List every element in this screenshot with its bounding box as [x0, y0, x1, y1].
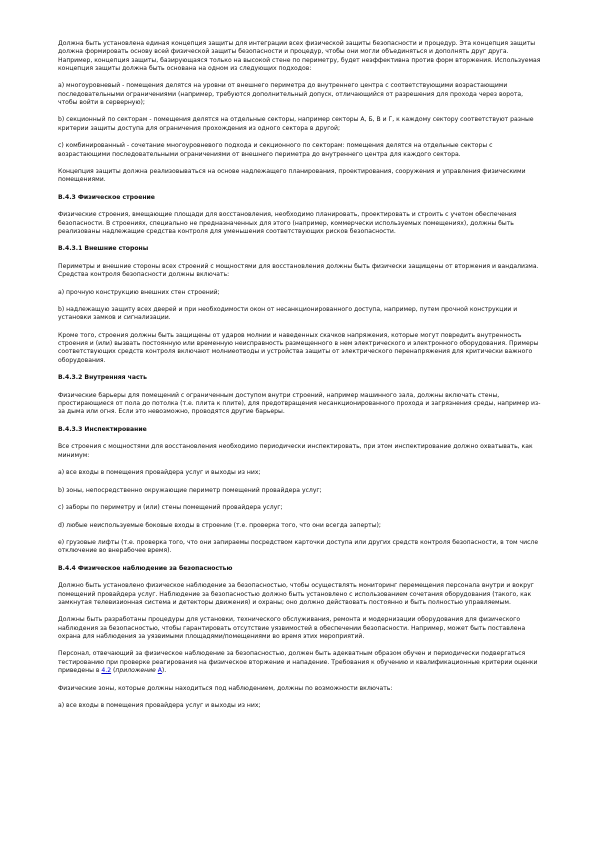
section-heading: В.4.4 Физическое наблюдение за безопасностью [58, 564, 233, 572]
section-heading: В.4.3.3 Инспектирование [58, 425, 147, 433]
list-item: d) любые неиспользуемые боковые входы в строение (т.е. проверка того, что они всегда заперты); [58, 521, 381, 529]
paragraph: Должны быть разработаны процедуры для установки, технического обслуживания, ремонта и модернизации оборудования для физического наблюдения за безопасностью, чтобы гарантировать отсутствие уязвимостей в обеспечении безопасности. Например, может быть поставлена охрана для наблюдения за уязвимыми площадями/помещениями во время этих мероприятий. [58, 616, 526, 640]
appendix-label: приложение [115, 667, 158, 675]
list-item: а) все входы в помещения провайдера услуг и выходы из них; [58, 702, 261, 710]
paragraph: Периметры и внешние стороны всех строений с мощностями для восстановления должны быть физически защищены от вторжения и вандализма. Средства контроля безопасности должны включать: [58, 262, 539, 279]
paragraph: Кроме того, строения должны быть защищены от ударов молнии и наведенных скачков напряжения, которые могут повредить внутренность строения и (или) вызвать постоянную или временную неисправность размещенного в нем электрического и электронного оборудования. Примеры соответствующих средств контроля включают молниеотводы и устройства защиты от электрического перенапряжения для критически важного оборудования. [58, 331, 539, 364]
list-item: с) комбинированный - сочетание многоуровневого подхода и секционного по секторам: помещения делятся на отдельные секторы с возрастающими последовательными ограничениями от внешнего периметра до внутреннего центра для каждого сектора. [58, 142, 493, 158]
list-item: с) заборы по периметру и (или) стены помещений провайдера услуг; [58, 504, 283, 512]
paragraph: Должна быть установлена единая концепция защиты для интеграции всех физической защиты безопасности и процедур. Эта концепция защиты должна формировать основу всей физической защиты безопасности и процедур, чтобы они могли объединяться и дополнять друг друга. Например, концепция защиты, базирующаяся только на высокой стене по периметру, будет неэффективна против форм вторжения. Используемая концепция защиты должна быть основана на одном из следующих подходов: [58, 40, 541, 72]
paragraph-with-reference [58, 650, 542, 675]
paragraph: Должно быть установлено физическое наблюдение за безопасностью, чтобы осуществлять мониторинг перемещения персонала внутри и вокруг помещений провайдера услуг. Наблюдение за безопасностью должно быть установлено с использованием сочетания оборудования (такого, как замкнутая телевизионная система и детекторы движения) и охраны; оно должно действовать постоянно и быть полностью управляемым. [58, 582, 534, 606]
list-item: е) грузовые лифты (т.е. проверка того, что они запираемы посредством карточки доступа или других средств контроля безопасности, в том числе отключение во внерабочее время). [58, 539, 539, 555]
list-item: b) секционный по секторам - помещения делятся на отдельные секторы, например секторы А, Б, В и Г, к каждому сектору соответствуют разные критерии защиты доступа для ограничения прохождения из одного сектора в другой; [58, 116, 534, 132]
ref-text-before: Персонал, отвечающий за физическое наблюдение за безопасностью, должен быть адекватным образом обучен и периодически подвергаться тестированию при проверке реагирования на физическое вторжение и нападение. Требования к обучению и квалификационные критерии оценки приведены в [58, 650, 538, 675]
paragraph: Физические барьеры для помещений с ограниченным доступом внутри строений, например машинного зала, должны включать стены, простирающиеся от пола до потолка (т.е. плита к плите), для предотвращения несанкционированного прохода и загрязнения среды, например из-за дыма или огня. Если это невозможно, проводятся другие барьеры. [58, 391, 541, 416]
appendix-link[interactable]: А [157, 667, 162, 675]
reference-link[interactable]: 4.2 [101, 667, 112, 675]
list-item: b) зоны, непосредственно окружающие периметр помещений провайдера услуг; [58, 486, 322, 494]
section-heading: В.4.3.2 Внутренняя часть [58, 374, 147, 382]
paragraph: Концепция защиты должна реализовываться на основе надлежащего планирования, проектирования, сооружения и управления физическими помещениями. [58, 168, 526, 184]
ref-text-middle: ( [111, 667, 116, 675]
list-item: а) прочную конструкцию внешних стен строений; [58, 288, 220, 296]
ref-text-after: ). [161, 667, 167, 675]
paragraph: Физические строения, вмещающие площади для восстановления, необходимо планировать, проектировать и строить с учетом обеспечения безопасности. В строениях, специально не предназначенных для этого (например, коммерчески используемых помещениях), должны быть реализованы надлежащие средства контроля для уменьшения соответствующих рисков безопасности. [58, 211, 517, 235]
list-item: а) все входы в помещения провайдера услуг и выходы из них; [58, 469, 261, 477]
document-page [58, 40, 542, 720]
section-heading: В.4.3.1 Внешние стороны [58, 245, 149, 253]
paragraph: Физические зоны, которые должны находиться под наблюдением, должны по возможности включать: [58, 684, 393, 692]
paragraph: Все строения с мощностями для восстановления необходимо периодически инспектировать, при этом инспектирование должно охватывать, как минимум: [58, 443, 533, 459]
section-heading: В.4.3 Физическое строение [58, 193, 155, 201]
list-item: а) многоуровневый - помещения делятся на уровни от внешнего периметра до внутреннего центра с соответствующими возрастающими последовательными ограничениями (например, требуются дополнительный допуск, отличающийся от разрешения для прохода через ворота, чтобы войти в серверную); [58, 82, 524, 106]
list-item: b) надлежащую защиту всех дверей и при необходимости окон от несанкционированного доступа, например, путем прочной конструкции и установки замков и сигнализации. [58, 306, 518, 322]
